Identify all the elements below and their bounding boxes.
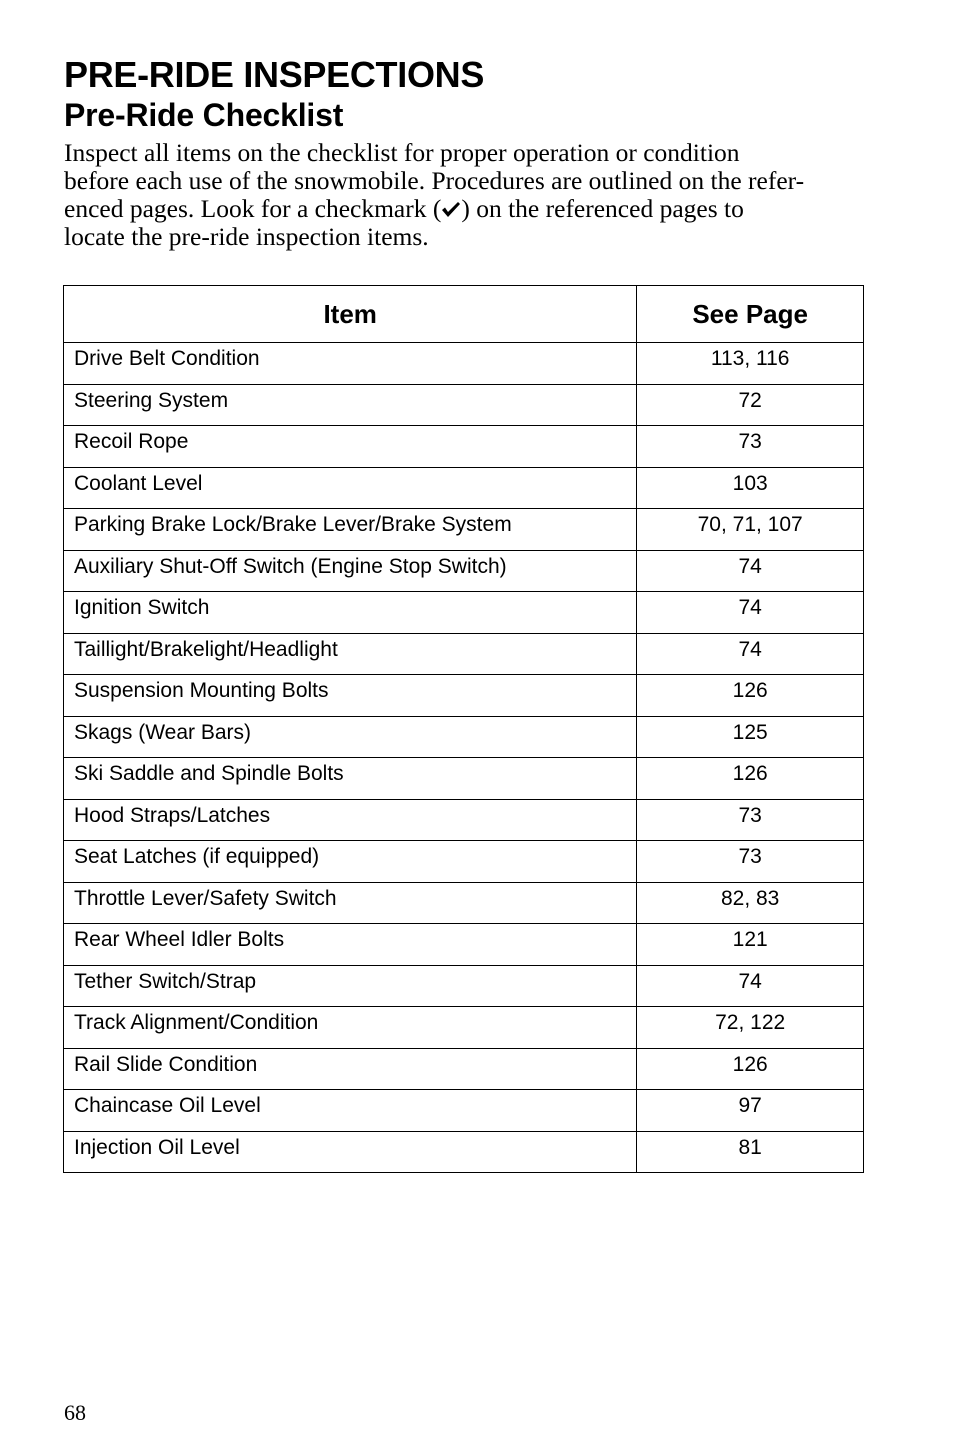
item-cell: Ignition Switch bbox=[64, 592, 637, 634]
checkmark-icon bbox=[441, 197, 461, 217]
table-row bbox=[64, 799, 864, 841]
page-cell: 74 bbox=[637, 633, 864, 675]
table-row bbox=[64, 924, 864, 966]
table-row bbox=[64, 384, 864, 426]
table-row bbox=[64, 841, 864, 883]
table-row bbox=[64, 1131, 864, 1173]
checklist-table bbox=[63, 285, 864, 1173]
item-cell: Ski Saddle and Spindle Bolts bbox=[64, 758, 637, 800]
page-cell: 70, 71, 107 bbox=[637, 509, 864, 551]
item-cell: Rear Wheel Idler Bolts bbox=[64, 924, 637, 966]
item-cell: Seat Latches (if equipped) bbox=[64, 841, 637, 883]
page-cell: 126 bbox=[637, 675, 864, 717]
table-row bbox=[64, 1048, 864, 1090]
page-cell: 74 bbox=[637, 965, 864, 1007]
table-row bbox=[64, 675, 864, 717]
page-cell: 72 bbox=[637, 384, 864, 426]
page-cell: 73 bbox=[637, 799, 864, 841]
item-cell: Steering System bbox=[64, 384, 637, 426]
page-cell: 126 bbox=[637, 1048, 864, 1090]
page-cell: 97 bbox=[637, 1090, 864, 1132]
page-cell: 113, 116 bbox=[637, 343, 864, 385]
item-cell: Taillight/Brakelight/Headlight bbox=[64, 633, 637, 675]
table-row bbox=[64, 426, 864, 468]
subsection-title: Pre-Ride Checklist bbox=[64, 97, 344, 133]
table-header-row bbox=[64, 286, 864, 343]
item-cell: Throttle Lever/Safety Switch bbox=[64, 882, 637, 924]
item-cell: Chaincase Oil Level bbox=[64, 1090, 637, 1132]
page-cell: 103 bbox=[637, 467, 864, 509]
page-cell: 82, 83 bbox=[637, 882, 864, 924]
column-header-see-page: See Page bbox=[637, 286, 864, 343]
page-number: 68 bbox=[64, 1400, 86, 1425]
page-cell: 73 bbox=[637, 841, 864, 883]
item-cell: Track Alignment/Condition bbox=[64, 1007, 637, 1049]
item-cell: Tether Switch/Strap bbox=[64, 965, 637, 1007]
intro-line bbox=[64, 195, 864, 223]
item-cell: Injection Oil Level bbox=[64, 1131, 637, 1173]
intro-text: enced pages. Look for a checkmark ( bbox=[64, 194, 442, 223]
item-cell: Hood Straps/Latches bbox=[64, 799, 637, 841]
table-row bbox=[64, 716, 864, 758]
table-row bbox=[64, 467, 864, 509]
table-row bbox=[64, 550, 864, 592]
section-title: PRE-RIDE INSPECTIONS bbox=[64, 54, 485, 95]
page-cell: 125 bbox=[637, 716, 864, 758]
table-row bbox=[64, 758, 864, 800]
item-cell: Skags (Wear Bars) bbox=[64, 716, 637, 758]
item-cell: Drive Belt Condition bbox=[64, 343, 637, 385]
page-cell: 126 bbox=[637, 758, 864, 800]
intro-line: before each use of the snowmobile. Procedures are outlined on the refer- bbox=[64, 166, 805, 195]
table-row bbox=[64, 343, 864, 385]
table-row bbox=[64, 1007, 864, 1049]
table-row bbox=[64, 633, 864, 675]
table-row bbox=[64, 592, 864, 634]
intro-line: locate the pre-ride inspection items. bbox=[64, 222, 429, 251]
item-cell: Coolant Level bbox=[64, 467, 637, 509]
item-cell: Auxiliary Shut-Off Switch (Engine Stop Switch) bbox=[64, 550, 637, 592]
page-cell: 121 bbox=[637, 924, 864, 966]
item-cell: Recoil Rope bbox=[64, 426, 637, 468]
column-header-item: Item bbox=[64, 286, 637, 343]
table-row bbox=[64, 509, 864, 551]
table-row bbox=[64, 965, 864, 1007]
page-cell: 73 bbox=[637, 426, 864, 468]
page-cell: 81 bbox=[637, 1131, 864, 1173]
item-cell: Suspension Mounting Bolts bbox=[64, 675, 637, 717]
table-row bbox=[64, 1090, 864, 1132]
page-cell: 72, 122 bbox=[637, 1007, 864, 1049]
intro-paragraph bbox=[64, 139, 864, 251]
page-cell: 74 bbox=[637, 592, 864, 634]
item-cell: Parking Brake Lock/Brake Lever/Brake System bbox=[64, 509, 637, 551]
page-cell: 74 bbox=[637, 550, 864, 592]
table-row bbox=[64, 882, 864, 924]
intro-line: Inspect all items on the checklist for proper operation or condition bbox=[64, 138, 740, 167]
item-cell: Rail Slide Condition bbox=[64, 1048, 637, 1090]
intro-text: ) on the referenced pages to bbox=[461, 194, 744, 223]
